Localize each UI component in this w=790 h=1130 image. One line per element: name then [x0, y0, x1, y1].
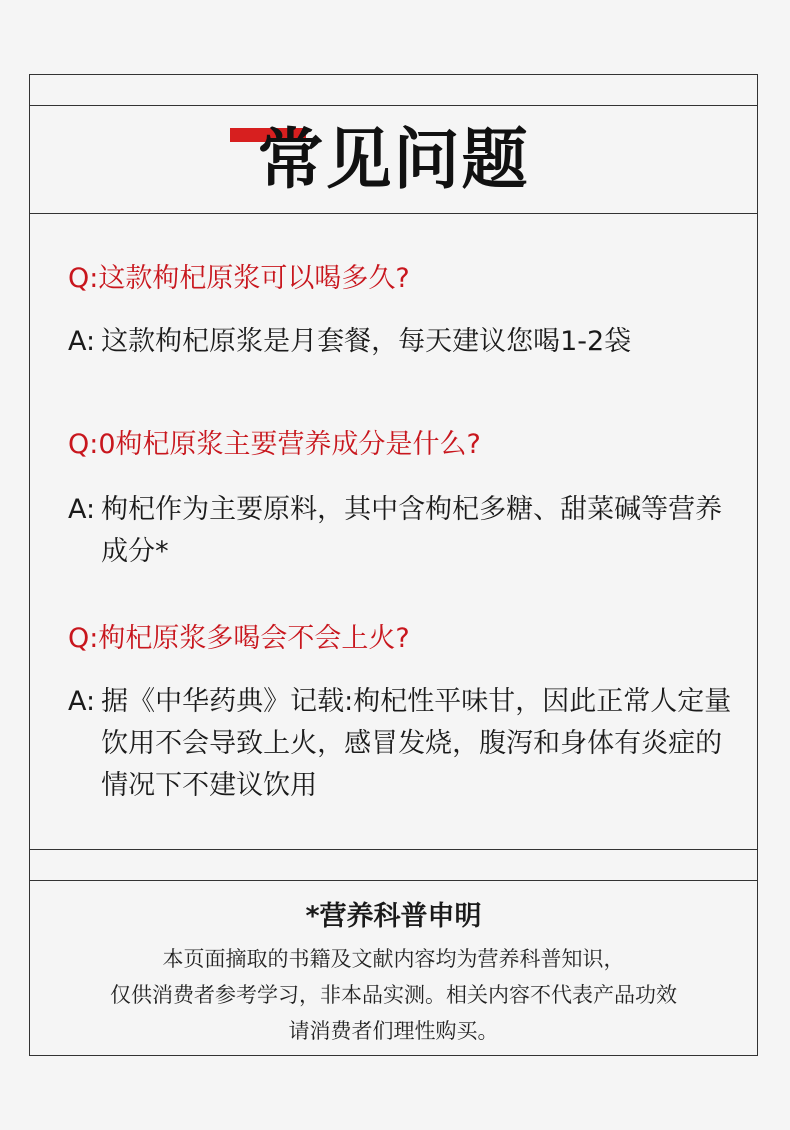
faq-item [68, 619, 737, 807]
notice-line: 本页面摘取的书籍及文献内容均为营养科普知识， [162, 947, 625, 971]
notice-body [30, 941, 757, 1049]
notice-line: 仅供消费者参考学习，非本品实测。相关内容不代表产品功效 [110, 983, 677, 1007]
faq-question: Q:这款枸杞原浆可以喝多久? [68, 263, 410, 294]
answer-text: 据《中华药典》记载:枸杞性平味甘，因此正常人定量饮用不会导致上火，感冒发烧，腹泻和身体有炎症的情况下不建议饮用 [101, 686, 732, 801]
faq-answer [68, 681, 737, 807]
answer-prefix: A: [68, 326, 96, 357]
notice-title: *营养科普申明 [305, 901, 482, 932]
divider [30, 880, 757, 881]
divider [30, 105, 757, 106]
answer-prefix: A: [68, 686, 96, 717]
page-title: 常见问题 [257, 121, 530, 198]
answer-text: 枸杞作为主要原料，其中含枸杞多糖、甜菜碱等营养成分* [101, 494, 723, 567]
notice-line: 请消费者们理性购买。 [288, 1019, 499, 1043]
faq-answer [68, 321, 737, 363]
answer-text: 这款枸杞原浆是月套餐，每天建议您喝1-2袋 [101, 326, 632, 357]
faq-question: Q:枸杞原浆多喝会不会上火? [68, 623, 410, 654]
divider [30, 213, 757, 214]
answer-prefix: A: [68, 494, 96, 525]
faq-frame [29, 74, 758, 1056]
faq-answer [68, 489, 737, 573]
faq-question: Q:0枸杞原浆主要营养成分是什么? [68, 429, 481, 460]
divider [30, 849, 757, 850]
faq-item [68, 259, 737, 363]
faq-item [68, 425, 737, 573]
